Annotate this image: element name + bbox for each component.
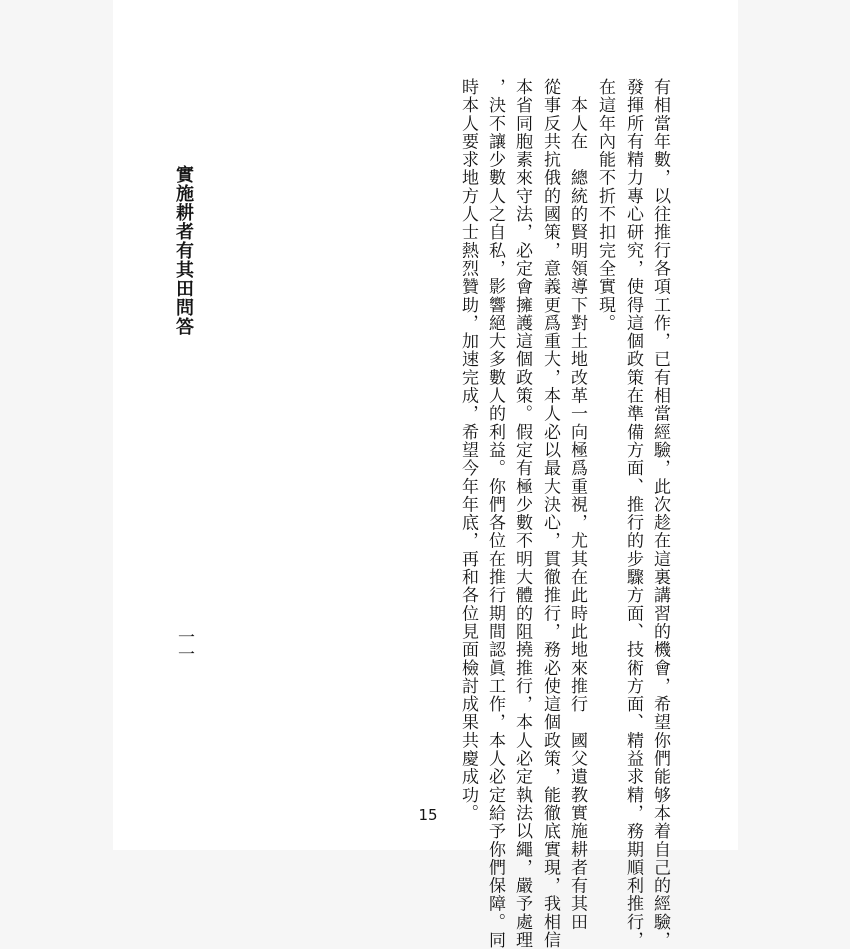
- body-line-7: ，決不讓少數人之自私，影響絕大多數人的利益。你們各位在推行期間認眞工作，本人必定給予你們保障。同: [485, 78, 505, 949]
- body-line-8: 時本人要求地方人士熱烈贊助，加速完成，希望今年年底，再和各位見面檢討成果共慶成功。: [458, 78, 478, 823]
- page-sheet: [113, 0, 738, 949]
- body-line-6: 本省同胞素來守法，必定會擁護這個政策。假定有極少數不明大體的阻撓推行，本人必定執法以繩，嚴予處理: [512, 78, 532, 949]
- body-line-1: 有相當年數，以往推行各項工作，已有相當經驗，此次趁在這裏講習的機會，希望你們能够本着自己的經驗，: [650, 78, 670, 949]
- chapter-number: 一一: [174, 628, 194, 662]
- body-line-5: 從事反共抗俄的國策，意義更爲重大，本人必以最大決心，貫徹推行，務必使這個政策，能徹底實現，我相信: [540, 78, 560, 949]
- body-line-4: 本人在 總統的賢明領導下對土地改革一向極爲重視，尤其在此時此地來推行 國父遺教實施耕者有其田: [567, 78, 587, 932]
- body-line-2: 發揮所有精力專心研究，使得這個政策在準備方面、推行的步驟方面、技術方面、精益求精，務期順利推行，: [623, 78, 643, 949]
- body-line-3: 在這年內能不折不扣完全實現。: [595, 78, 615, 333]
- running-head: 實施耕者有其田問答: [173, 165, 194, 336]
- page-number: 15: [418, 806, 438, 824]
